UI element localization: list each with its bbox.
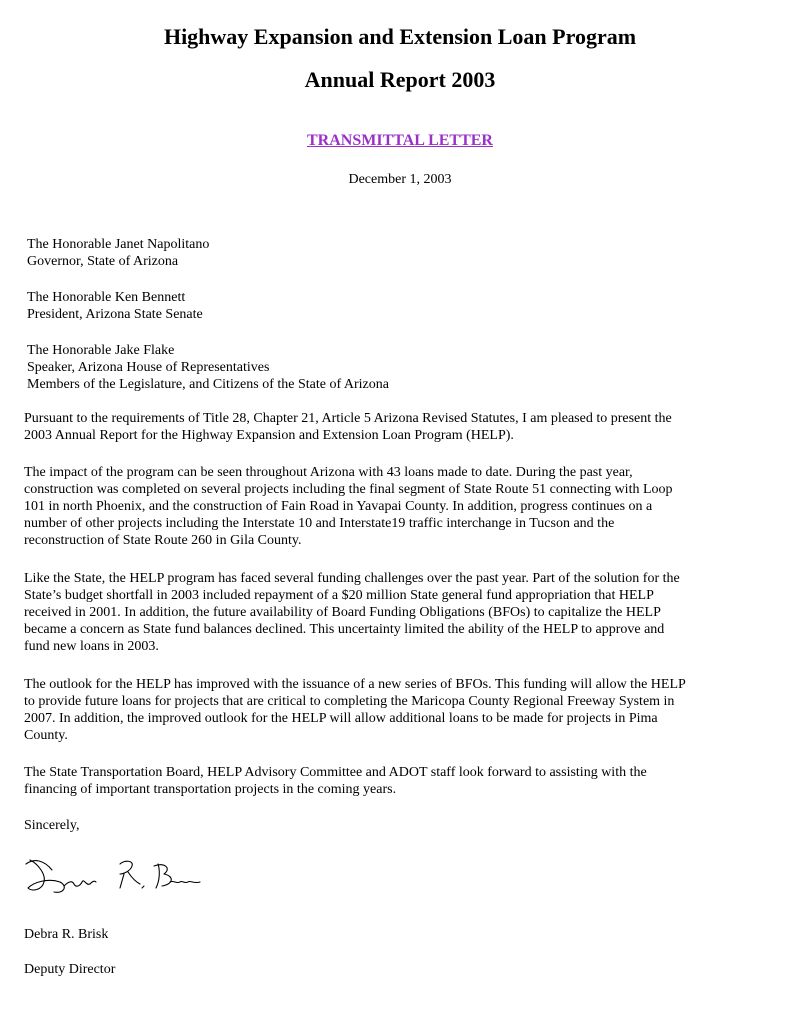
paragraph-line: 2007. In addition, the improved outlook for the HELP will allow additional loans to be made for projects in Pima	[24, 711, 658, 726]
addressee-block-house	[27, 342, 389, 393]
addressee-block-senate	[27, 289, 203, 323]
paragraph-line: became a concern as State fund balances declined. This uncertainty limited the ability of the HELP to approve and	[24, 622, 665, 637]
paragraph-line: The outlook for the HELP has improved with the issuance of a new series of BFOs. This funding will allow the HELP	[24, 677, 686, 692]
addressee-line: Members of the Legislature, and Citizens of the State of Arizona	[27, 377, 389, 392]
paragraph-line: State’s budget shortfall in 2003 included repayment of a $20 million State general fund appropriation that HELP	[24, 588, 654, 603]
signatory-title	[24, 961, 776, 978]
addressee-line: The Honorable Ken Bennett	[27, 290, 186, 305]
letter-date: December 1, 2003	[348, 172, 452, 187]
paragraph-program-impact	[24, 464, 776, 549]
addressee-block-governor	[27, 236, 209, 270]
signatory-name	[24, 926, 776, 943]
document-subtitle: Annual Report 2003	[304, 67, 496, 92]
paragraph-line: 2003 Annual Report for the Highway Expansion and Extension Loan Program (HELP).	[24, 428, 514, 443]
signatory-name-text: Debra R. Brisk	[24, 927, 109, 942]
transmittal-letter-heading	[0, 131, 800, 151]
addressee-line: The Honorable Janet Napolitano	[27, 237, 210, 252]
addressee-line: Speaker, Arizona House of Representatives	[27, 360, 270, 375]
paragraph-line: received in 2001. In addition, the future availability of Board Funding Obligations (BFOs) to capitalize the HELP	[24, 605, 661, 620]
addressee-line: President, Arizona State Senate	[27, 307, 203, 322]
document-title: Highway Expansion and Extension Loan Program	[163, 24, 637, 49]
signatory-title-text: Deputy Director	[24, 962, 116, 977]
paragraph-line: to provide future loans for projects that are critical to completing the Maricopa County Regional Freeway System in	[24, 694, 675, 709]
paragraph-line: 101 in north Phoenix, and the construction of Fain Road in Yavapai County. In addition, progress continues on a	[24, 499, 653, 514]
handwritten-signature	[24, 852, 204, 900]
paragraph-funding-challenges	[24, 570, 776, 655]
transmittal-letter-link[interactable]: TRANSMITTAL LETTER	[307, 132, 493, 149]
paragraph-line: County.	[24, 728, 68, 743]
paragraph-line: The impact of the program can be seen throughout Arizona with 43 loans made to date. During the past year,	[24, 465, 633, 480]
paragraph-introduction	[24, 410, 776, 444]
paragraph-line: fund new loans in 2003.	[24, 639, 159, 654]
closing-salutation	[24, 817, 776, 834]
addressee-line: The Honorable Jake Flake	[27, 343, 175, 358]
addressee-line: Governor, State of Arizona	[27, 254, 179, 269]
paragraph-closing-remarks	[24, 764, 776, 798]
paragraph-line: The State Transportation Board, HELP Advisory Committee and ADOT staff look forward to assisting with the	[24, 765, 647, 780]
paragraph-line: reconstruction of State Route 260 in Gila County.	[24, 533, 302, 548]
paragraph-outlook	[24, 676, 776, 744]
closing-text: Sincerely,	[24, 818, 80, 833]
paragraph-line: construction was completed on several projects including the final segment of State Route 51 connecting with Loop	[24, 482, 673, 497]
paragraph-line: Pursuant to the requirements of Title 28, Chapter 21, Article 5 Arizona Revised Statutes, I am pleased to present the	[24, 411, 672, 426]
paragraph-line: financing of important transportation projects in the coming years.	[24, 782, 397, 797]
paragraph-line: Like the State, the HELP program has faced several funding challenges over the past year. Part of the solution for the	[24, 571, 680, 586]
paragraph-line: number of other projects including the Interstate 10 and Interstate19 traffic interchange in Tucson and the	[24, 516, 615, 531]
